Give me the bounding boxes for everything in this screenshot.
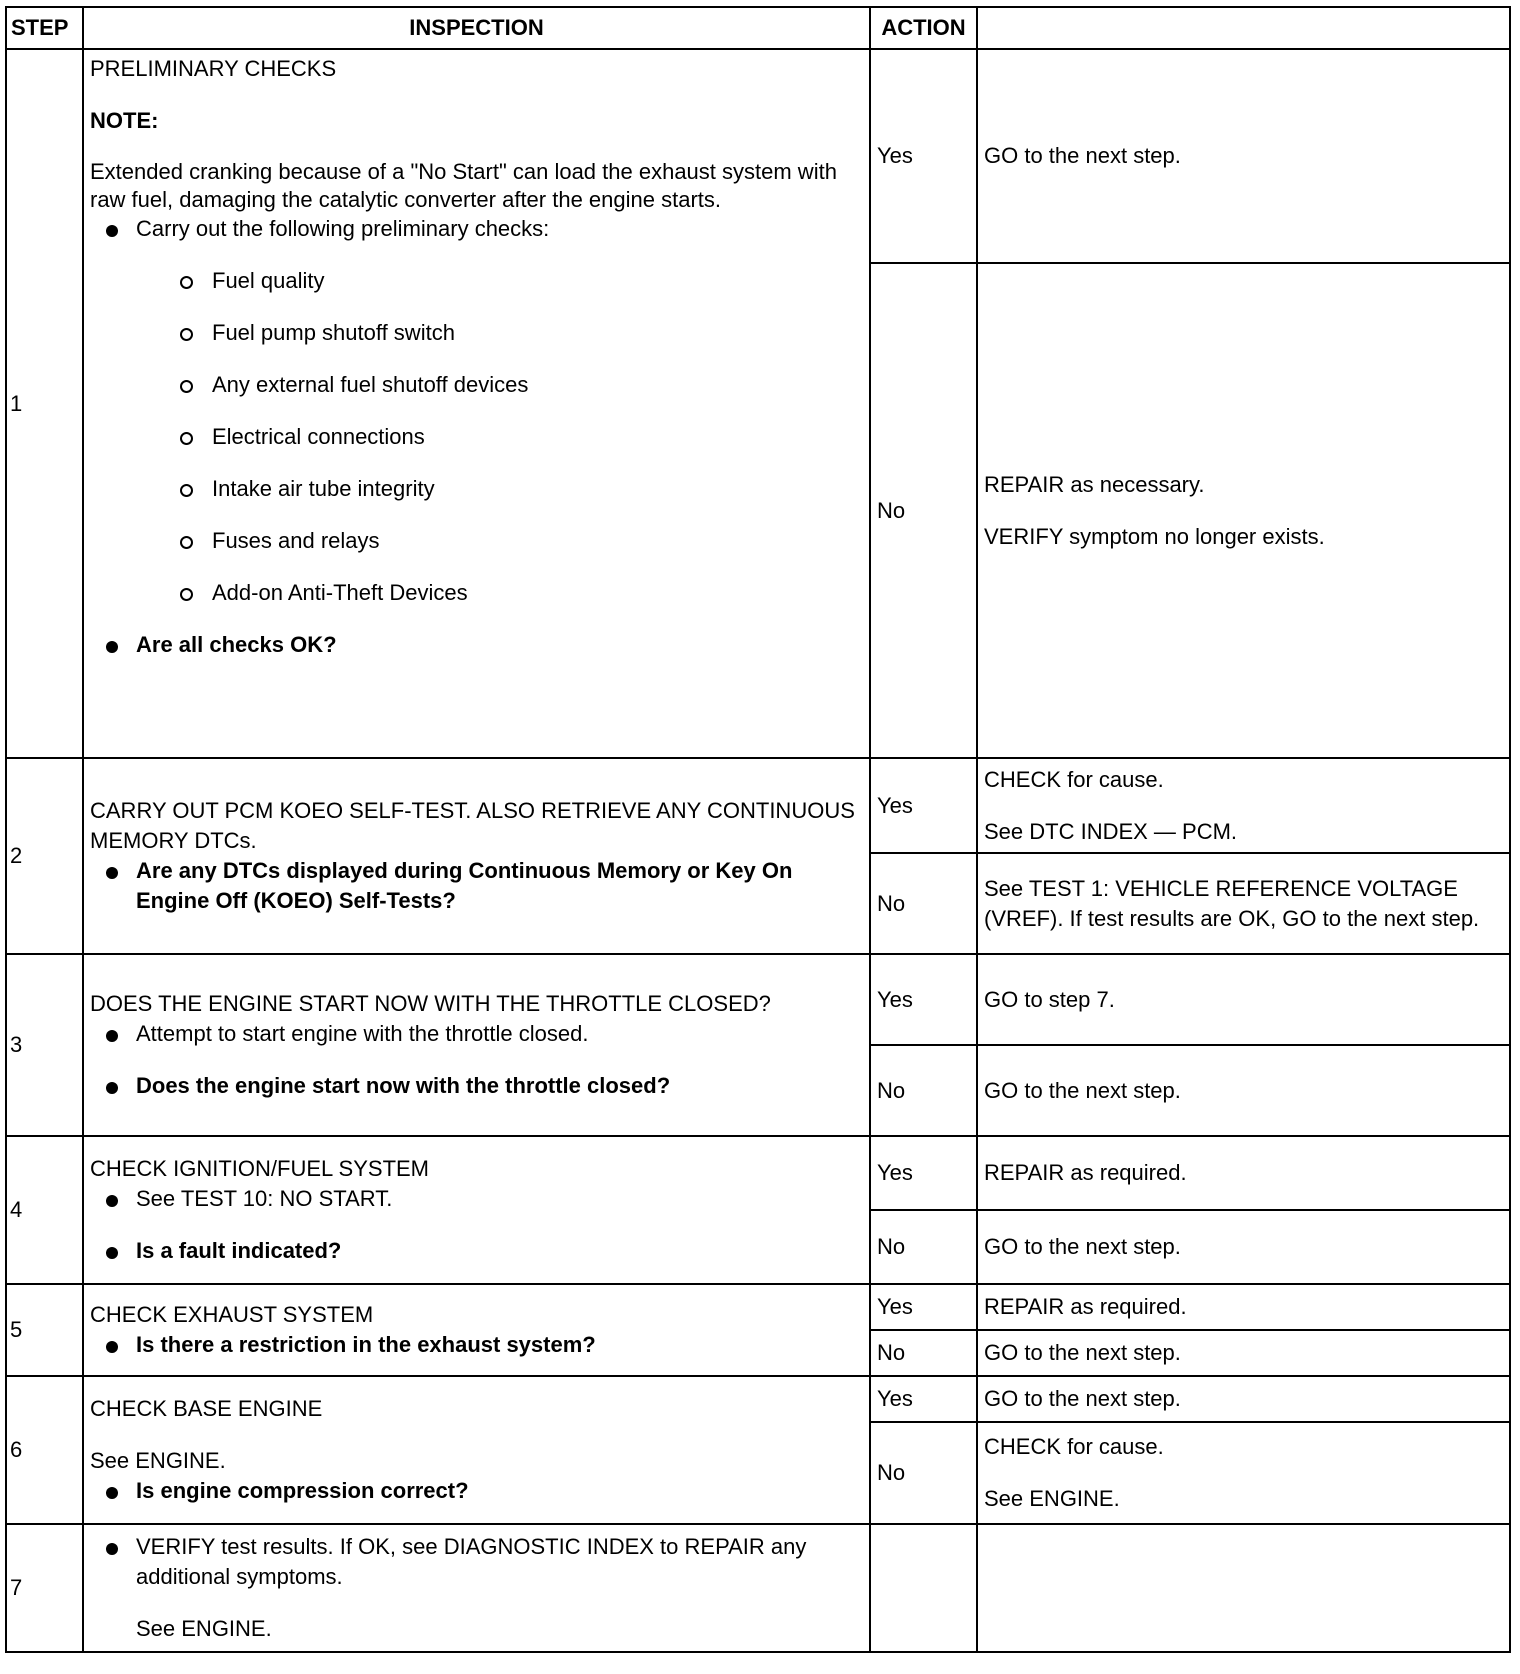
step-number: 5 — [6, 1284, 83, 1376]
sub-item-electrical: Electrical connections — [212, 422, 863, 452]
header-inspection: INSPECTION — [83, 7, 870, 49]
inspection-cell — [83, 1524, 870, 1652]
question-item: Are any DTCs displayed during Continuous Memory or Key On Engine Off (KOEO) Self-Tests? — [136, 856, 863, 916]
inspection-cell — [83, 758, 870, 954]
inspection-cell — [83, 1376, 870, 1524]
step-1-yes-row — [6, 49, 1510, 263]
step-number: 6 — [6, 1376, 83, 1524]
question-item: Does the engine start now with the throttle closed? — [136, 1071, 863, 1101]
sub-item-anti-theft: Add-on Anti-Theft Devices — [212, 578, 863, 608]
question-list — [90, 1330, 863, 1360]
sub-item-fuel-pump-switch: Fuel pump shutoff switch — [212, 318, 863, 348]
inspection-cell — [83, 1284, 870, 1376]
step-3-yes-row — [6, 954, 1510, 1045]
header-row — [6, 7, 1510, 49]
step-number: 3 — [6, 954, 83, 1136]
bullet-list — [90, 1019, 863, 1101]
result-no: GO to the next step. — [977, 1210, 1510, 1284]
step-2-yes-row — [6, 758, 1510, 853]
inspection-cell — [83, 954, 870, 1136]
bullet-list — [90, 1532, 863, 1644]
result-no: GO to the next step. — [977, 1045, 1510, 1136]
result-no — [977, 263, 1510, 758]
result-yes — [977, 758, 1510, 853]
action-no: No — [870, 853, 977, 954]
question-item: Is a fault indicated? — [136, 1236, 863, 1266]
sub-item-fuel-quality: Fuel quality — [212, 266, 863, 296]
step-title: CARRY OUT PCM KOEO SELF-TEST. ALSO RETRIEVE ANY CONTINUOUS MEMORY DTCs. — [90, 798, 855, 853]
result-yes: GO to the next step. — [977, 1376, 1510, 1422]
result-line: See ENGINE. — [984, 1486, 1120, 1511]
result-line: REPAIR as necessary. — [984, 471, 1205, 497]
question-item: Is there a restriction in the exhaust system? — [136, 1330, 863, 1360]
bullet-item: Attempt to start engine with the throttle closed. — [136, 1019, 863, 1049]
bullet-item: See TEST 10: NO START. — [136, 1184, 863, 1214]
header-step: STEP — [6, 7, 83, 49]
action-no: No — [870, 1330, 977, 1376]
result-line: GO to the next step. — [984, 143, 1181, 168]
inspection-cell — [83, 1136, 870, 1284]
result-line: CHECK for cause. — [984, 766, 1164, 792]
result-empty — [977, 1524, 1510, 1652]
step-number: 2 — [6, 758, 83, 954]
step-title: PRELIMINARY CHECKS — [90, 56, 337, 81]
step-number: 7 — [6, 1524, 83, 1652]
step-7-row — [6, 1524, 1510, 1652]
question-list — [90, 856, 863, 916]
action-no: No — [870, 1045, 977, 1136]
result-yes: REPAIR as required. — [977, 1284, 1510, 1330]
sub-item-fuses: Fuses and relays — [212, 526, 863, 556]
result-no: GO to the next step. — [977, 1330, 1510, 1376]
step-number: 1 — [6, 49, 83, 758]
bullet-item: Carry out the following preliminary checks: — [136, 214, 863, 244]
action-yes: Yes — [870, 758, 977, 853]
header-action: ACTION — [870, 7, 977, 49]
result-yes — [977, 49, 1510, 263]
result-line: See TEST 1: VEHICLE REFERENCE VOLTAGE (VREF). If test results are OK, GO to the next step. — [984, 875, 1480, 931]
bullet-text: VERIFY test results. If OK, see DIAGNOSTIC INDEX to REPAIR any additional symptoms. — [136, 1534, 807, 1589]
action-no: No — [870, 263, 977, 758]
bullet-list — [90, 1184, 863, 1266]
question-item: Is engine compression correct? — [136, 1476, 863, 1506]
action-empty — [870, 1524, 977, 1652]
step-6-yes-row — [6, 1376, 1510, 1422]
step-title: CHECK BASE ENGINE — [90, 1396, 323, 1421]
result-line: VERIFY symptom no longer exists. — [984, 523, 1325, 549]
inspection-cell — [83, 49, 870, 758]
result-no — [977, 853, 1510, 954]
action-yes: Yes — [870, 1136, 977, 1210]
action-yes: Yes — [870, 1376, 977, 1422]
bullet-list — [90, 214, 863, 244]
action-yes: Yes — [870, 1284, 977, 1330]
sub-item-intake-tube: Intake air tube integrity — [212, 474, 863, 504]
sub-list — [90, 266, 863, 608]
note-text: Extended cranking because of a "No Start" can load the exhaust system with raw fuel, damaging the catalytic converter after the engine starts. — [90, 159, 837, 212]
step-5-yes-row — [6, 1284, 1510, 1330]
bullet-subtext: See ENGINE. — [136, 1616, 272, 1641]
diagnostic-table — [5, 6, 1511, 1653]
result-yes: REPAIR as required. — [977, 1136, 1510, 1210]
result-line: See DTC INDEX — PCM. — [984, 818, 1238, 844]
bullet-item — [136, 1532, 863, 1644]
action-yes: Yes — [870, 49, 977, 263]
question-list — [90, 630, 863, 660]
action-no: No — [870, 1422, 977, 1524]
note-label: NOTE: — [90, 108, 159, 133]
step-title: CHECK EXHAUST SYSTEM — [90, 1302, 374, 1327]
sub-item-external-shutoff: Any external fuel shutoff devices — [212, 370, 863, 400]
result-line: CHECK for cause. — [984, 1434, 1164, 1459]
step-text: See ENGINE. — [90, 1448, 226, 1473]
result-no — [977, 1422, 1510, 1524]
step-number: 4 — [6, 1136, 83, 1284]
question-list — [90, 1476, 863, 1506]
action-yes: Yes — [870, 954, 977, 1045]
step-title: DOES THE ENGINE START NOW WITH THE THROTTLE CLOSED? — [90, 991, 771, 1016]
question-item: Are all checks OK? — [136, 630, 863, 660]
step-4-yes-row — [6, 1136, 1510, 1210]
result-yes: GO to step 7. — [977, 954, 1510, 1045]
step-title: CHECK IGNITION/FUEL SYSTEM — [90, 1156, 430, 1181]
header-result — [977, 7, 1510, 49]
action-no: No — [870, 1210, 977, 1284]
